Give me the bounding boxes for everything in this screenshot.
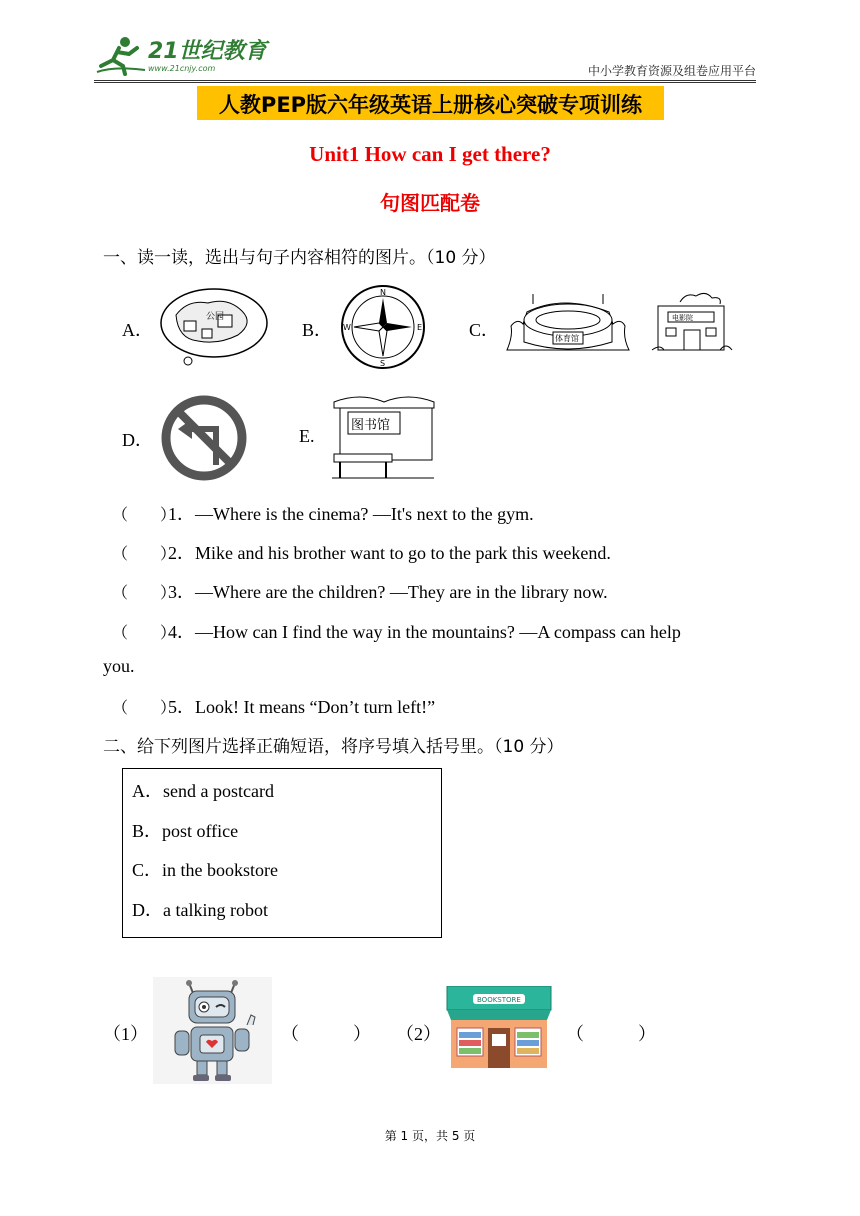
bookstore-sign-text: BOOKSTORE	[477, 996, 521, 1004]
no-left-turn-sign-icon	[160, 395, 248, 481]
logo-url: www.21cnjy.com	[148, 64, 216, 73]
answer-blank-1[interactable]: （ ）	[112, 505, 177, 524]
item-2-label: （2）	[396, 1024, 441, 1044]
gym-label: 体育馆	[555, 334, 579, 343]
svg-text:N: N	[380, 288, 386, 297]
item-1-label: （1）	[103, 1024, 148, 1044]
choice-d: D．a talking robot	[132, 900, 268, 920]
option-a-label: A．	[122, 320, 153, 340]
library-building-icon	[330, 388, 438, 480]
park-map-icon	[158, 285, 270, 369]
question-4-text: 4．—How can I find the way in the mountains? —A compass can help	[168, 622, 681, 642]
option-e-label: E.	[299, 426, 315, 446]
question-1-text: 1．—Where is the cinema? —It's next to the gym.	[168, 504, 534, 524]
question-1	[112, 500, 534, 526]
question-3-text: 3．—Where are the children? —They are in the library now.	[168, 582, 608, 602]
option-c-label: C．	[469, 320, 500, 340]
question-2-text: 2．Mike and his brother want to go to the park this weekend.	[168, 543, 611, 563]
answer-blank-4[interactable]: （ ）	[112, 623, 177, 642]
answer-blank-3[interactable]: （ ）	[112, 583, 177, 602]
header-divider-2	[94, 82, 756, 83]
subtitle: 句图匹配卷	[380, 191, 480, 215]
cinema-label: 电影院	[672, 314, 693, 322]
item-2-blank[interactable]: （ ）	[566, 1024, 656, 1044]
choice-c: C．in the bookstore	[132, 860, 278, 880]
section2-heading: 二、给下列图片选择正确短语，将序号填入括号里。（10 分）	[103, 737, 564, 757]
park-label: 公园	[206, 312, 225, 322]
library-label: 图书馆	[351, 418, 391, 433]
option-b-label: B．	[302, 320, 333, 340]
header-divider	[94, 80, 756, 81]
logo-text: 21世纪教育	[148, 39, 267, 64]
answer-blank-2[interactable]: （ ）	[112, 544, 177, 563]
answer-blank-5[interactable]: （ ）	[112, 698, 177, 717]
question-4	[112, 618, 681, 644]
compass-icon	[338, 284, 428, 370]
choice-a: A．send a postcard	[132, 781, 274, 801]
option-d-label: D．	[122, 430, 153, 450]
question-3	[112, 578, 608, 604]
platform-name: 中小学教育资源及组卷应用平台	[587, 64, 756, 78]
question-5	[112, 693, 435, 719]
question-5-text: 5．Look! It means “Don’t turn left!”	[168, 697, 436, 717]
gym-stadium-icon	[503, 290, 633, 362]
page-footer: 第 1 页，共 5 页	[384, 1129, 476, 1143]
logo-runner-icon	[95, 36, 147, 76]
bookstore-icon	[443, 986, 555, 1070]
question-2	[112, 539, 611, 565]
svg-text:W: W	[343, 323, 351, 332]
svg-text:E: E	[417, 323, 423, 332]
choice-b: B．post office	[132, 821, 239, 841]
question-4-wrap: you.	[103, 656, 135, 676]
page-title: 人教PEP版六年级英语上册核心突破专项训练	[218, 93, 643, 117]
unit-title: Unit1 How can I get there?	[309, 142, 551, 166]
svg-text:S: S	[380, 359, 386, 368]
talking-robot-icon	[153, 977, 272, 1084]
item-1-blank[interactable]: （ ）	[281, 1024, 371, 1044]
section1-heading: 一、读一读，选出与句子内容相符的图片。（10 分）	[103, 248, 496, 268]
cinema-building-icon	[650, 290, 734, 356]
